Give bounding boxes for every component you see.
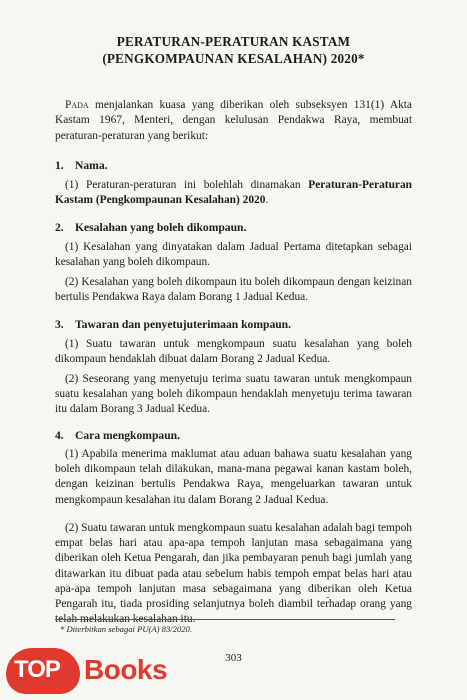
topbooks-watermark-logo [0, 624, 200, 700]
footnote: * Diterbitkan sebagai PU(A) 83/2020. [60, 624, 192, 634]
section-heading-4 [55, 429, 415, 442]
preamble-text: menjalankan kuasa yang diberikan oleh subseksyen 131(1) Akta Kastam 1967, Menteri, dengan kelulusan Pendakwa Raya, membuat peraturan-peraturan yang berikut: [55, 99, 412, 142]
print-speck [326, 597, 329, 598]
section-number: 3. [55, 318, 64, 331]
section-title: Kesalahan yang boleh dikompaun. [75, 221, 247, 234]
paragraph-text-end: . [265, 194, 269, 207]
section-title: Tawaran dan penyetujuterimaan kompaun. [75, 318, 292, 331]
section-number: 2. [55, 221, 64, 234]
section-number: 1. [55, 159, 64, 172]
section-2-paragraph-1: (1) Kesalahan yang dinyatakan dalam Jadual Pertama ditetapkan sebagai kesalahan yang boleh dikompaun. [55, 241, 412, 269]
section-3-paragraph-2: (2) Seseorang yang menyetuju terima suatu tawaran untuk mengkompaun suatu kesalahan yang boleh dikompaun hendaklah menyetuju terima tawaran itu dalam Borang 3 Jadual Kedua. [55, 373, 412, 416]
logo-text-top: TOP [14, 656, 60, 683]
section-1-paragraph-1 [55, 178, 412, 208]
section-heading-1 [55, 159, 415, 172]
footnote-rule [55, 619, 395, 620]
section-4-paragraph-2: (2) Suatu tawaran untuk mengkompaun suatu kesalahan adalah bagi tempoh empat belas hari atau apa-apa tempoh lanjutan masa sebagaimana yang diberikan oleh Ketua Pengarah, dan jika pembayaran penuh bagi jumlah yang ditawarkan itu dibuat pada atau sebelum habis tempoh empat belas hari atau apa-apa tempoh lanjutan masa sebagaimana yang diberikan oleh Ketua Pengarah itu, tiada prosiding selanjutnya boleh diambil terhadap orang yang telah melakukan kesalahan itu. [55, 522, 412, 626]
section-title: Nama. [75, 159, 108, 172]
section-title: Cara mengkompaun. [75, 429, 181, 442]
section-2-paragraph-2: (2) Kesalahan yang boleh dikompaun itu boleh dikompaun dengan keizinan bertulis Pendakwa Raya dalam Borang 1 Jadual Kedua. [55, 276, 412, 304]
section-number: 4. [55, 429, 64, 442]
regulation-name: Peraturan-Peraturan Kastam (Pengkompaunan Kesalahan) 2020 [55, 179, 412, 207]
paragraph-text: (1) Peraturan-peraturan ini bolehlah dinamakan [65, 179, 309, 191]
section-4-paragraph-1: (1) Apabila menerima maklumat atau aduan bahawa suatu kesalahan yang boleh dikompaun telah dilakukan, mana-mana pegawai kanan kastam boleh, dengan keizinan bertulis Pendakwa Raya, mengeluarkan tawaran untuk mengkompaun kesalahan itu dalam Borang 2 Jadual Kedua. [55, 448, 412, 506]
document-title-line2: (PENGKOMPAUNAN KESALAHAN) 2020* [102, 51, 365, 66]
preamble [55, 98, 412, 144]
section-heading-3 [55, 318, 415, 331]
logo-text-books: Books [84, 654, 168, 685]
page-number: 303 [225, 652, 242, 664]
section-heading-2 [55, 221, 415, 234]
section-3-paragraph-1: (1) Suatu tawaran untuk mengkompaun suatu kesalahan yang boleh dikompaun hendaklah dibuat dalam Borang 2 Jadual Kedua. [55, 338, 412, 366]
document-title-line1: PERATURAN-PERATURAN KASTAM [116, 34, 351, 49]
preamble-lead: Pada [65, 99, 89, 111]
